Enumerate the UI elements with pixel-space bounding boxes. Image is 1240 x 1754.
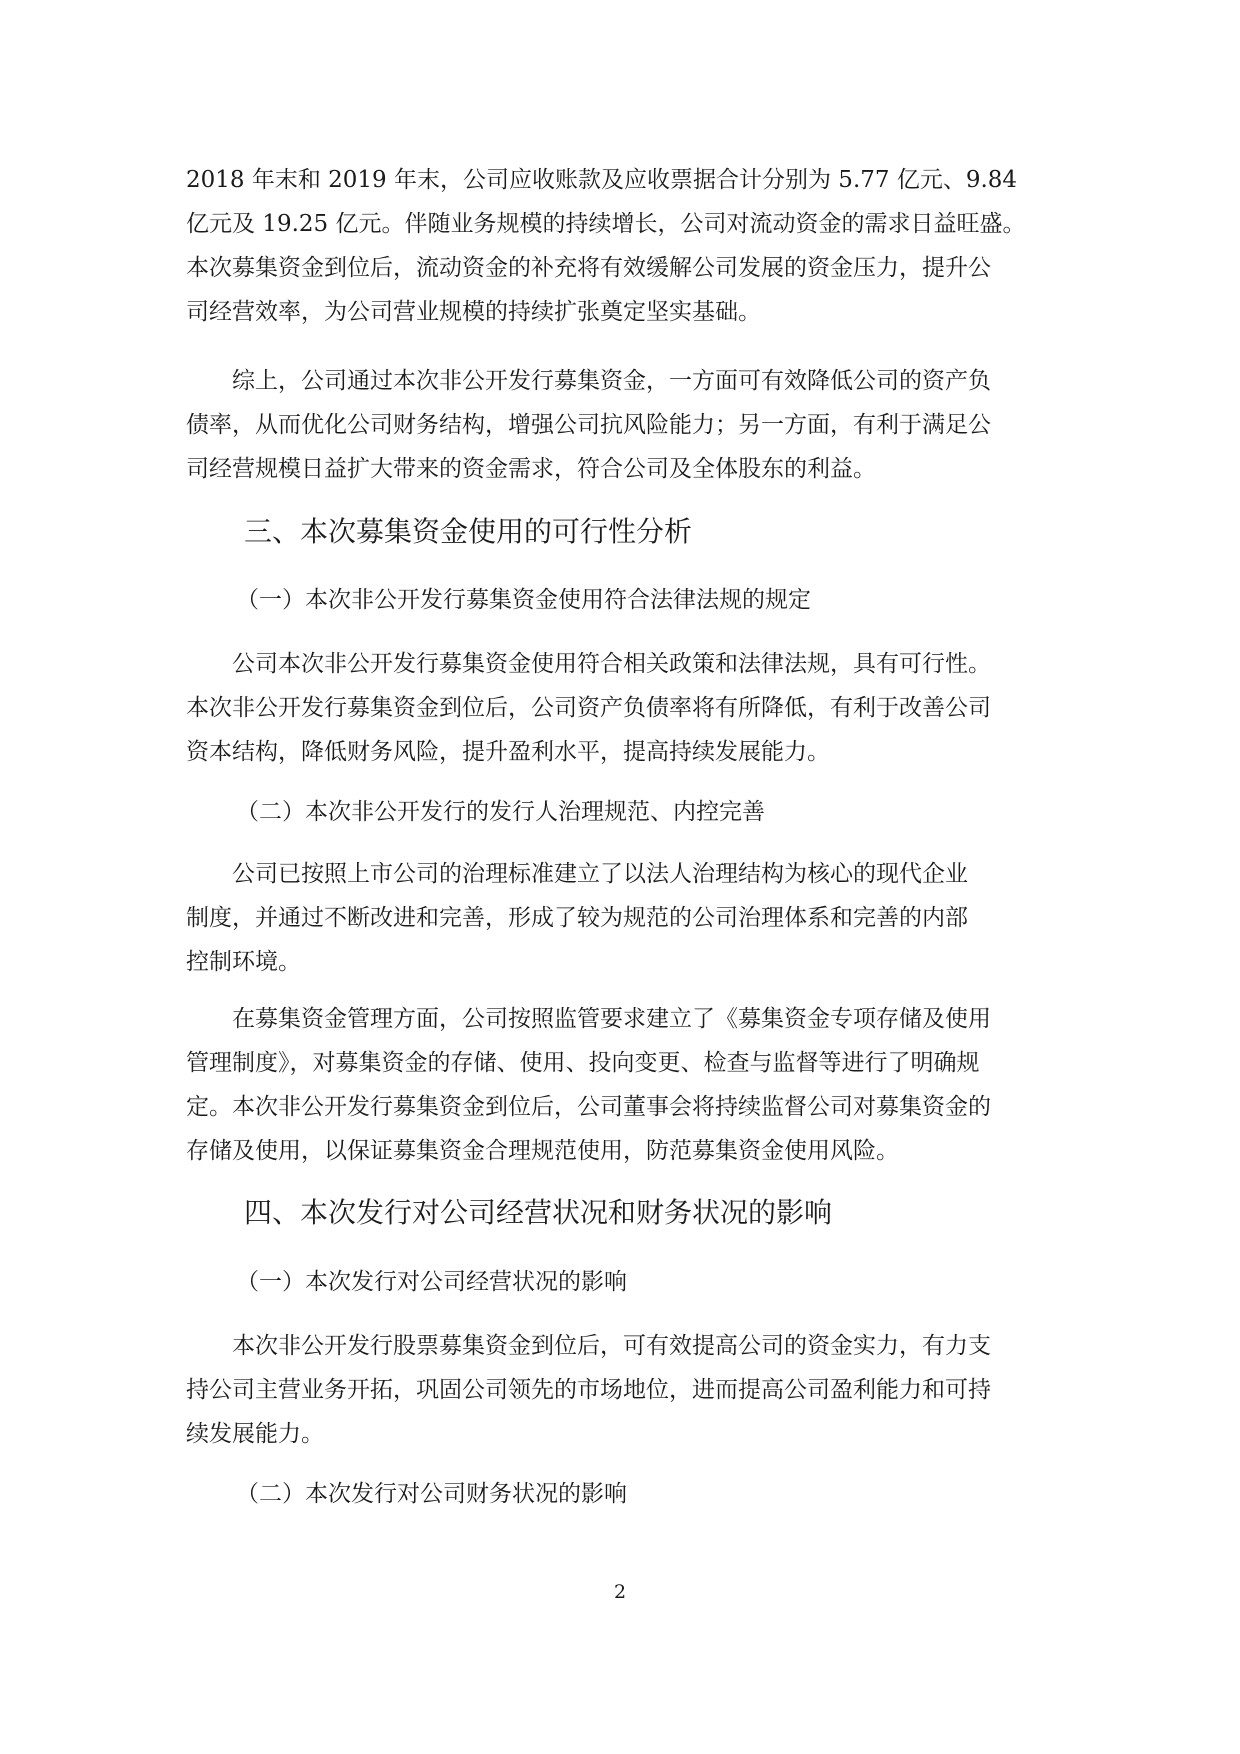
text-line: 公司本次非公开发行募集资金使用符合相关政策和法律法规，具有可行性。 [232,651,991,677]
text-line: 存储及使用，以保证募集资金合理规范使用，防范募集资金使用风险。 [186,1138,899,1164]
text-line: 司经营效率，为公司营业规模的持续扩张奠定坚实基础。 [186,299,761,325]
text-line: 控制环境。 [186,949,301,975]
subheading-operation-impact: （一）本次发行对公司经营状况的影响 [236,1269,627,1295]
text-line: 亿元及 19.25 亿元。伴随业务规模的持续增长，公司对流动资金的需求日益旺盛。 [186,211,1026,237]
text-line: 债率，从而优化公司财务结构，增强公司抗风险能力；另一方面，有利于满足公 [186,412,991,438]
text-line: 公司已按照上市公司的治理标准建立了以法人治理结构为核心的现代企业 [232,861,968,887]
paragraph-legal-compliance [186,642,1066,774]
subheading-legal-compliance: （一）本次非公开发行募集资金使用符合法律法规的规定 [236,587,811,613]
text-line: 本次非公开发行募集资金到位后，公司资产负债率将有所降低，有利于改善公司 [186,695,991,721]
text-line: 制度，并通过不断改进和完善，形成了较为规范的公司治理体系和完善的内部 [186,905,968,931]
section-heading-feasibility: 三、本次募集资金使用的可行性分析 [244,515,693,548]
text-line: 本次非公开发行股票募集资金到位后，可有效提高公司的资金实力，有力支 [232,1333,991,1359]
paragraph-receivables [186,158,1066,334]
paragraph-summary [186,359,1066,491]
text-line: 司经营规模日益扩大带来的资金需求，符合公司及全体股东的利益。 [186,456,876,482]
text-line: 本次募集资金到位后，流动资金的补充将有效缓解公司发展的资金压力，提升公 [186,255,991,281]
text-line: 持公司主营业务开拓，巩固公司领先的市场地位，进而提高公司盈利能力和可持 [186,1377,991,1403]
subheading-governance: （二）本次非公开发行的发行人治理规范、内控完善 [236,799,765,825]
page-number: 2 [613,1581,627,1603]
text-line: 资本结构，降低财务风险，提升盈利水平，提高持续发展能力。 [186,739,830,765]
section-heading-impact: 四、本次发行对公司经营状况和财务状况的影响 [244,1196,833,1229]
text-line: 定。本次非公开发行募集资金到位后，公司董事会将持续监督公司对募集资金的 [186,1094,991,1120]
paragraph-fund-management [186,997,1066,1173]
subheading-financial-impact: （二）本次发行对公司财务状况的影响 [236,1481,627,1507]
text-line: 管理制度》，对募集资金的存储、使用、投向变更、检查与监督等进行了明确规 [186,1050,980,1076]
text-line: 综上，公司通过本次非公开发行募集资金，一方面可有效降低公司的资产负 [232,368,991,394]
paragraph-governance [186,852,1066,984]
text-line: 2018 年末和 2019 年末，公司应收账款及应收票据合计分别为 5.77 亿元、9.84 [186,167,1018,193]
text-line: 在募集资金管理方面，公司按照监管要求建立了《募集资金专项存储及使用 [232,1006,991,1032]
text-line: 续发展能力。 [186,1421,324,1447]
paragraph-operation-impact [186,1324,1066,1456]
